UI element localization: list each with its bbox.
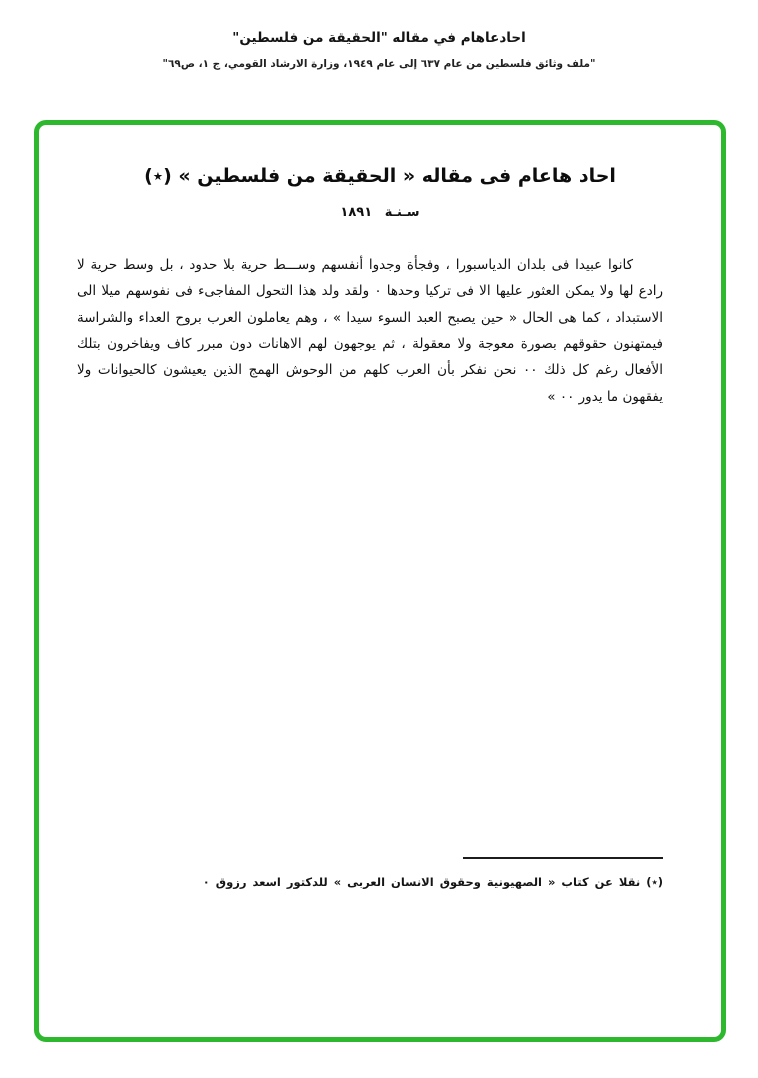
document-title: احاد هاعام فى مقاله « الحقيقة من فلسطين » (٭) [144, 165, 616, 187]
document-body-paragraph: كانوا عبيدا فى بلدان الدياسبورا ، وفجأة وجدوا أنفسهم وســـط حرية بلا حدود ، بل وسط حرية لا رادع لها ولا يمكن العثور عليها الا فى تركيا وحدها ٠ ولقد ولد هذا التحول المفاجىء فى نفوسهم ميلا الى الاستبداد ، كما هى الحال « حين يصبح العبد السوء سيدا » ، وهم يعاملون العرب بروح العداء والشراسة فيمتهنون حقوقهم بصورة معوجة ولا معقولة ، ثم يوجهون لهم الاهانات دون مبرر كاف ويفاخرون بتلك الأفعال رغم كل ذلك ٠٠ نحن نفكر بأن العرب كلهم من الوحوش الهمج الذين يعيشون كالحيوانات ولا يفقهون ما يدور ٠٠ » [77, 257, 663, 405]
footnote-divider [463, 857, 663, 859]
header-source-citation: "ملف وثائق فلسطين من عام ٦٣٧ إلى عام ١٩٤٩، وزارة الارشاد القومي، ج ١، ص٦٩" [162, 58, 596, 70]
footnote-text: (٭) نقلا عن كتاب « الصهيونية وحقوق الانسان العربى » للدكتور اسعد رزوق ٠ [202, 875, 663, 889]
header-title: احادعاهام في مقاله "الحقيقة من فلسطين" [232, 30, 526, 46]
page-header [0, 0, 758, 70]
footnote [159, 857, 663, 889]
document-frame [34, 120, 726, 1042]
document-date: سـنـة ١٨٩١ [340, 205, 420, 220]
